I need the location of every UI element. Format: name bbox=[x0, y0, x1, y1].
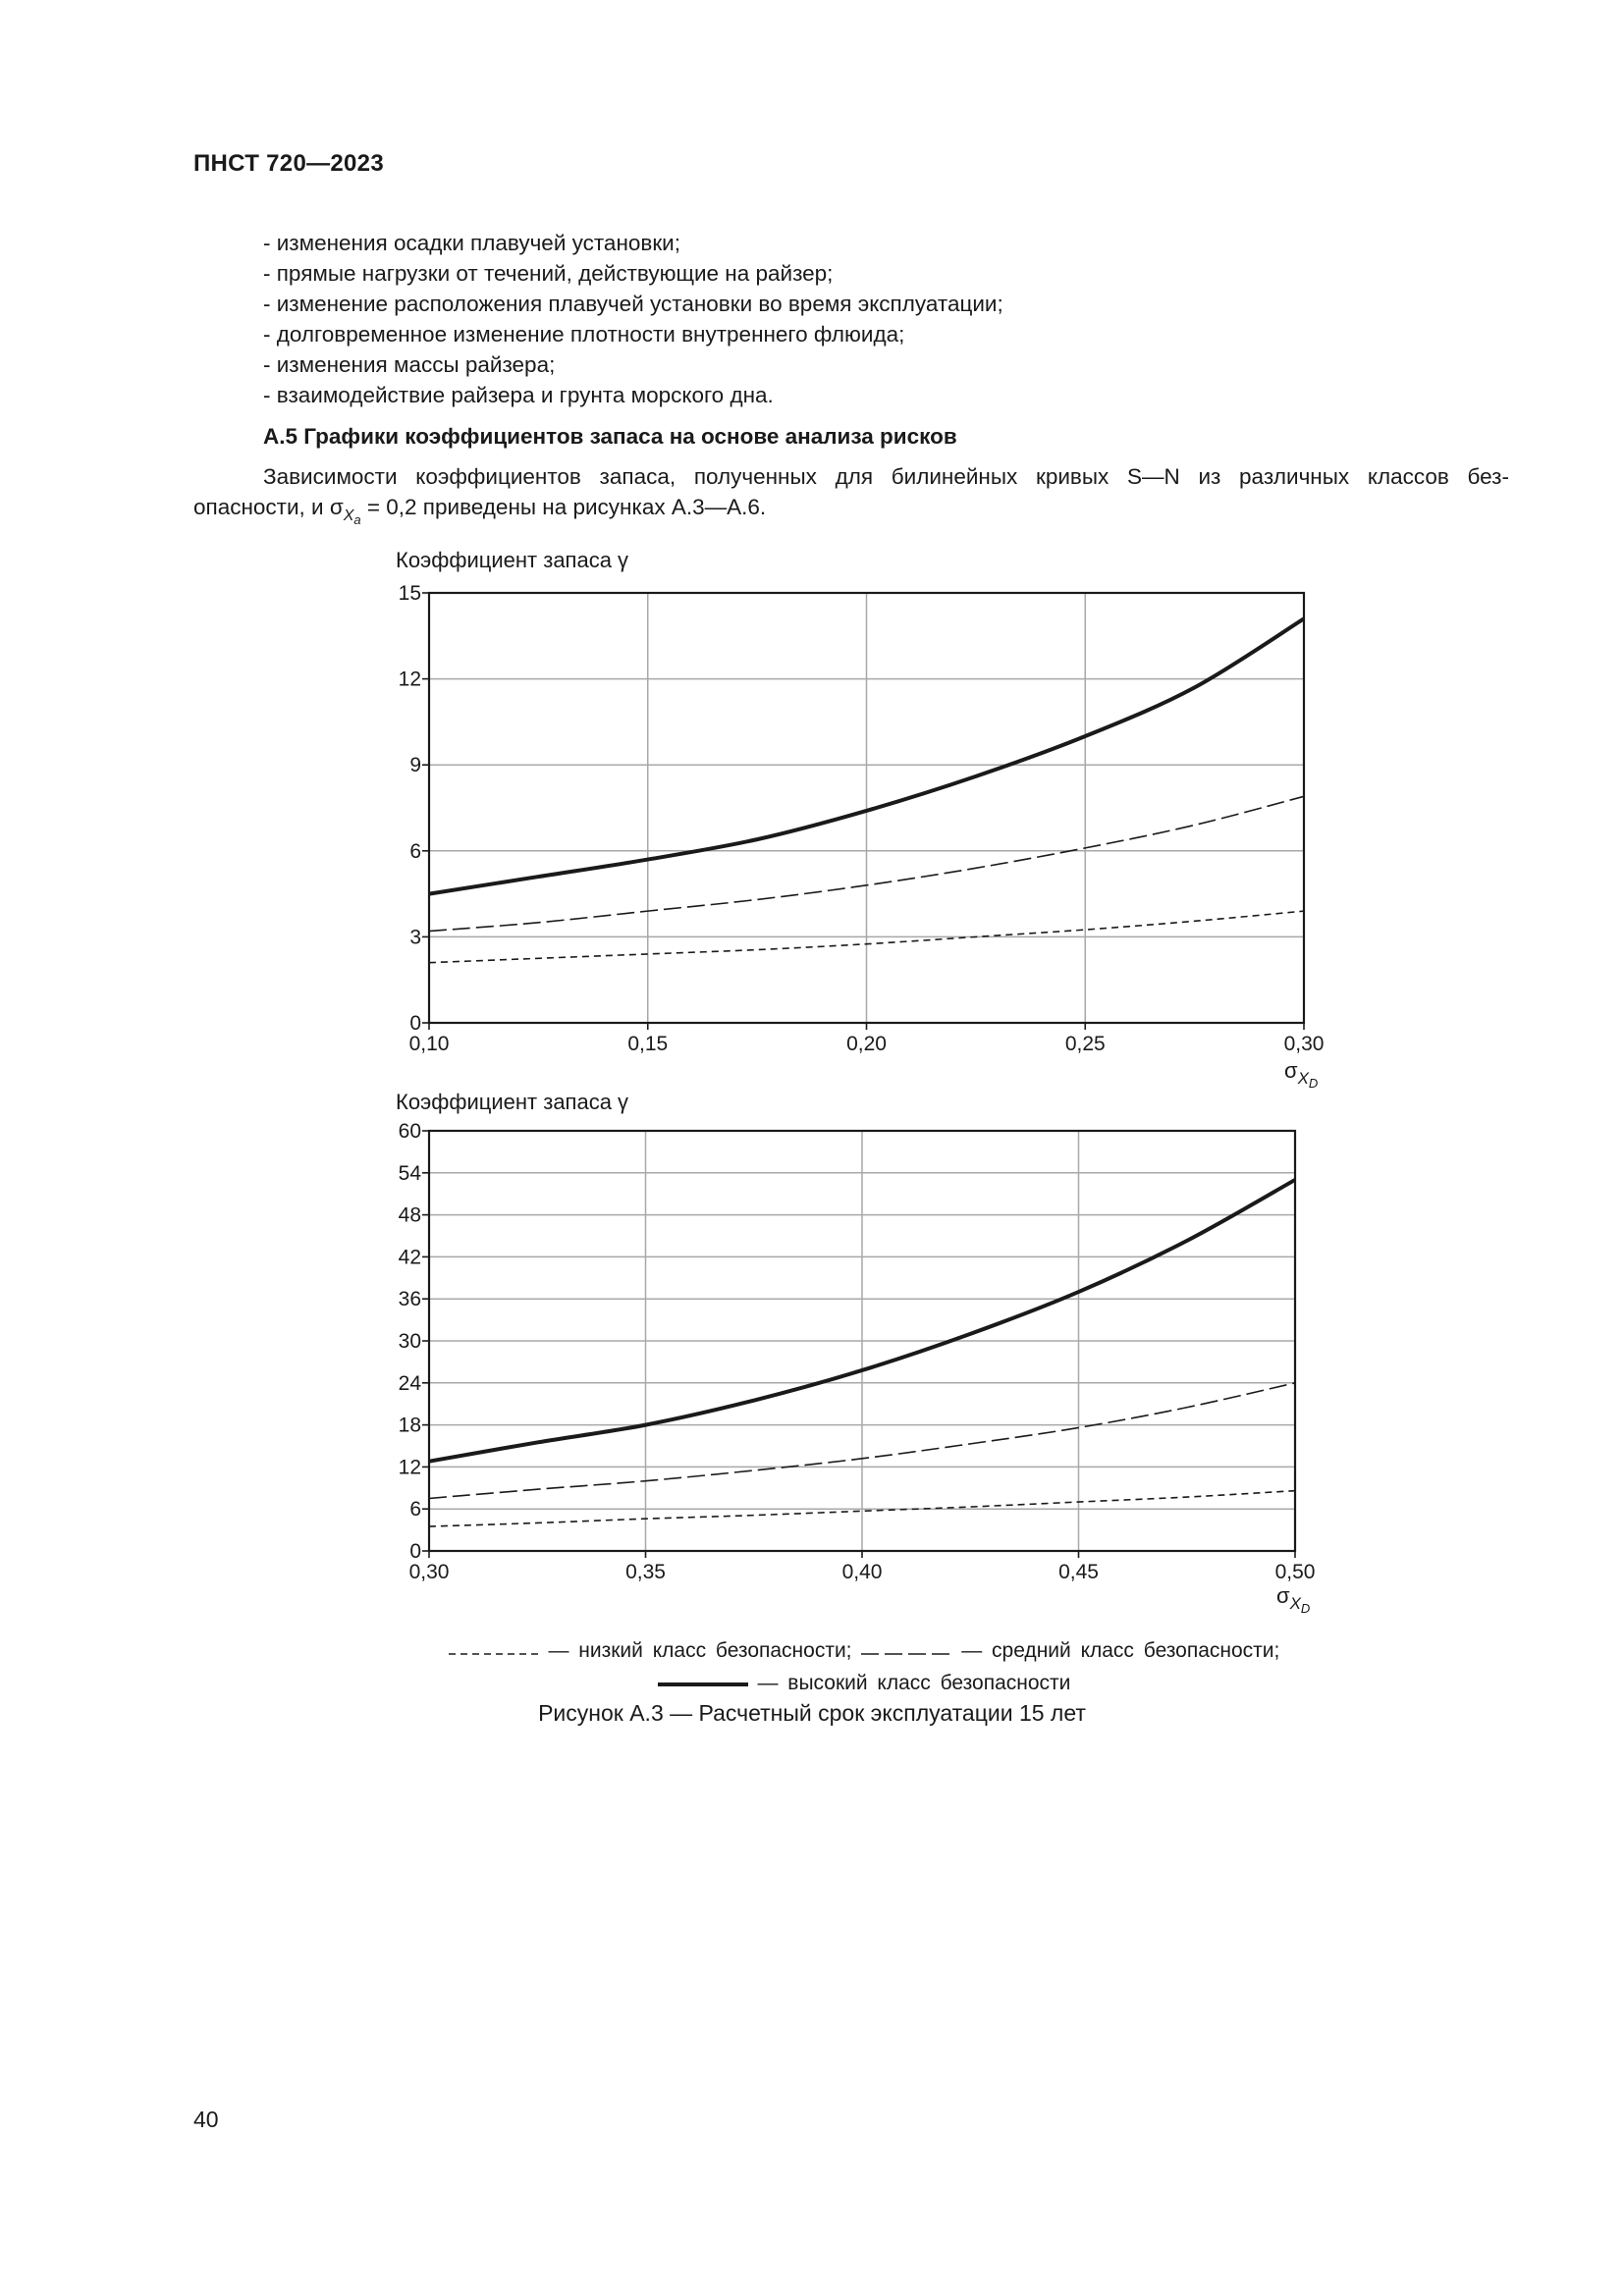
document-header: ПНСТ 720—2023 bbox=[193, 150, 384, 177]
chart2-x-tick-label: 0,45 bbox=[1058, 1561, 1099, 1583]
chart2-y-tick-label: 42 bbox=[398, 1246, 421, 1269]
chart2-y-tick-label: 24 bbox=[398, 1371, 421, 1395]
chart1-y-tick-label: 15 bbox=[398, 582, 421, 605]
chart2-y-tick-label: 36 bbox=[398, 1288, 421, 1311]
chart2-x-tick-label: 0,35 bbox=[625, 1561, 666, 1583]
chart2-y-tick-label: 30 bbox=[398, 1330, 421, 1353]
chart2-y-tick-label: 6 bbox=[409, 1498, 421, 1522]
chart1-y-tick-label: 6 bbox=[409, 839, 421, 863]
paragraph-line-2-end: = 0,2 приведены на рисунках А.3—А.6. bbox=[360, 495, 767, 519]
chart2-y-tick-label: 18 bbox=[398, 1414, 421, 1437]
chart2-x-tick-label: 0,50 bbox=[1274, 1561, 1316, 1583]
chart2-x-axis-title: $\sigma_XD$ bbox=[1276, 1583, 1311, 1616]
chart1-x-tick-label: 0,15 bbox=[627, 1033, 669, 1055]
list-item: - изменения массы райзера; bbox=[263, 352, 556, 377]
chart2-y-tick-label: 54 bbox=[398, 1161, 421, 1185]
legend-high-label: — высокий класс безопасности bbox=[757, 1672, 1071, 1694]
chart1-y-tick-label: 0 bbox=[409, 1012, 421, 1035]
chart1-y-axis-title: Коэффициент запаса γ bbox=[396, 548, 629, 572]
list-item: - изменение расположения плавучей установки во время эксплуатации; bbox=[263, 292, 1003, 316]
chart1-x-tick-label: 0,20 bbox=[846, 1033, 887, 1055]
page-number: 40 bbox=[193, 2107, 219, 2132]
chart1-x-tick-label: 0,10 bbox=[408, 1033, 450, 1055]
legend-medium-swatch bbox=[861, 1639, 951, 1662]
legend-high-swatch bbox=[658, 1672, 748, 1694]
list-item: - прямые нагрузки от течений, действующие на райзер; bbox=[263, 261, 834, 286]
chart2-y-tick-label: 60 bbox=[398, 1120, 421, 1143]
figure-legend bbox=[422, 1634, 1306, 1699]
chart1-x-tick-label: 0,30 bbox=[1283, 1033, 1325, 1055]
chart2-y-tick-label: 0 bbox=[409, 1540, 421, 1563]
chart1-y-tick-label: 3 bbox=[409, 926, 421, 949]
sigma-subsubscript: a bbox=[353, 512, 361, 527]
chart2-x-tick-label: 0,40 bbox=[841, 1561, 883, 1583]
list-item: - изменения осадки плавучей установки; bbox=[263, 231, 681, 255]
chart2-y-tick-label: 12 bbox=[398, 1456, 421, 1479]
list-item: - долговременное изменение плотности внутреннего флюида; bbox=[263, 322, 905, 347]
list-item: - взаимодействие райзера и грунта морского дна. bbox=[263, 383, 774, 407]
paragraph-line-1: Зависимости коэффициентов запаса, полученных для билинейных кривых S—N из различных классов без- bbox=[263, 464, 1509, 489]
chart1-x-axis-title: $\sigma_XD$ bbox=[1284, 1058, 1319, 1091]
figure-caption: Рисунок А.3 — Расчетный срок эксплуатации 15 лет bbox=[538, 1700, 1086, 1726]
legend-medium-label: — средний класс безопасности; bbox=[961, 1639, 1280, 1662]
chart1-y-tick-label: 9 bbox=[409, 754, 421, 777]
chart2-y-axis-title: Коэффициент запаса γ bbox=[396, 1090, 629, 1114]
section-heading: А.5 Графики коэффициентов запаса на основе анализа рисков bbox=[263, 424, 957, 449]
chart1-x-tick-label: 0,25 bbox=[1064, 1033, 1106, 1055]
legend-low-swatch bbox=[449, 1639, 539, 1662]
chart2-y-tick-label: 48 bbox=[398, 1203, 421, 1227]
paragraph-line-2-start: опасности, и σ bbox=[193, 495, 344, 519]
chart2-x-tick-label: 0,30 bbox=[408, 1561, 450, 1583]
sigma-subscript: X bbox=[343, 507, 354, 524]
chart1-y-tick-label: 12 bbox=[398, 667, 421, 691]
legend-low-label: — низкий класс безопасности; bbox=[548, 1639, 852, 1662]
